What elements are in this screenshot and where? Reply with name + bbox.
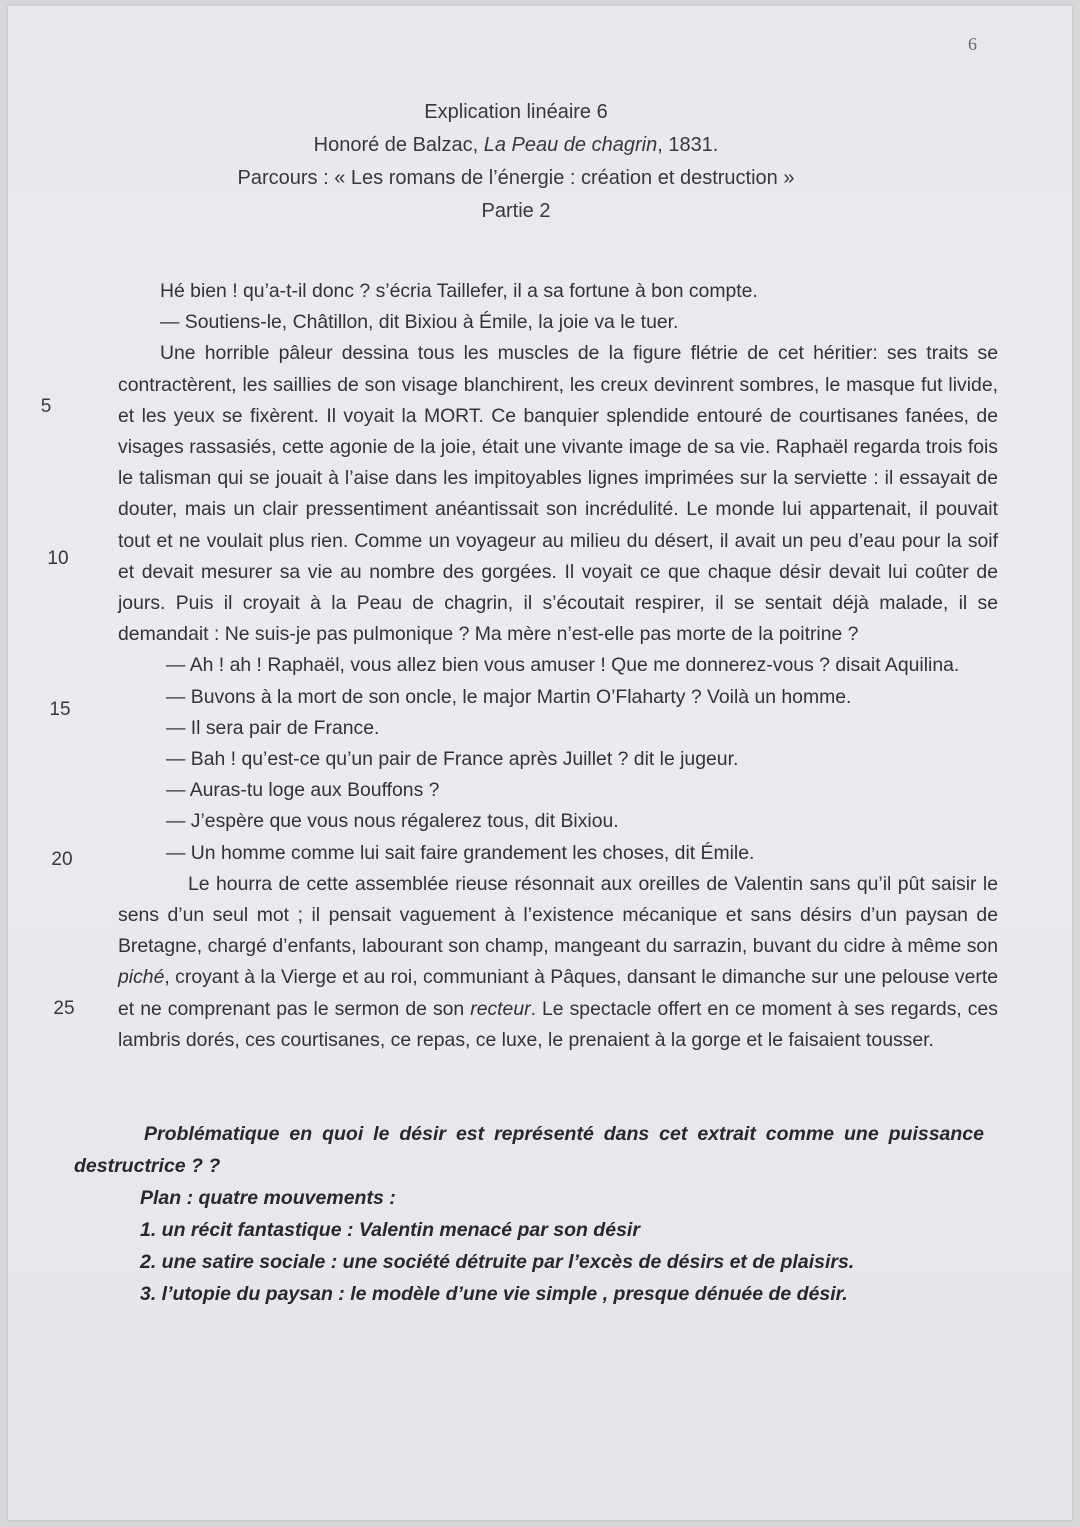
line-number: 15 xyxy=(49,699,71,720)
dialogue-line: — J’espère que vous nous régalerez tous, dit Bixiou. xyxy=(166,810,619,833)
line-number: 10 xyxy=(47,548,69,569)
analysis-section xyxy=(74,1118,984,1310)
plan-item: 3. l’utopie du paysan : le modèle d’une vie simple , presque dénuée de désir. xyxy=(140,1283,848,1305)
dialogue-line: — Un homme comme lui sait faire grandement les choses, dit Émile. xyxy=(166,841,755,864)
dialogue-line: — Bah ! qu’est-ce qu’un pair de France après Juillet ? dit le jugeur. xyxy=(166,748,739,771)
document-page xyxy=(8,6,1072,1520)
header-parcours: Parcours : « Les romans de l’énergie : création et destruction » xyxy=(237,167,795,189)
paragraph: Le hourra de cette assemblée rieuse résonnait aux oreilles de Valentin sans qu’il pût saisir le sens d’un seul mot ; il pensait vaguement à l’existence mécanique et sans désirs d’un paysan de Bretagne, chargé d’enfants, labourant son champ, mangeant du sarrazin, buvant du cidre à même son piché, croyant à la Vierge et au roi, communiant à Pâques, dansant le dimanche sur une pelouse verte et ne comprenant pas le sermon de son recteur. Le spectacle offert en ce moment à ses regards, ces lambris dorés, ces courtisanes, ce repas, ce luxe, le prenaient à la gorge et le faisaient tousser. xyxy=(118,872,998,1051)
header-title: Explication linéaire 6 xyxy=(424,101,608,123)
plan-item: 2. une satire sociale : une société détruite par l’excès de désirs et de plaisirs. xyxy=(140,1251,855,1273)
dialogue-line: — Auras-tu loge aux Bouffons ? xyxy=(166,779,440,802)
plan-item: 1. un récit fantastique : Valentin menacé par son désir xyxy=(140,1219,640,1241)
line-number: 20 xyxy=(51,849,73,870)
dialogue-line: — Buvons à la mort de son oncle, le major Martin O’Flaharty ? Voilà un homme. xyxy=(166,685,852,708)
excerpt-text xyxy=(118,276,998,1056)
header-work: Honoré de Balzac, La Peau de chagrin, 1831. xyxy=(313,134,719,156)
paragraph: Une horrible pâleur dessina tous les muscles de la figure flétrie de cet héritier: ses traits se contractèrent, les saillies de son visage blanchirent, les creux devinrent sombres, le masque fut livide, et les yeux se fixèrent. Il voyait la MORT. Ce banquier splendide entouré de courtisanes fanées, de visages rassasiés, cette agonie de la joie, était une vivante image de sa vie. Raphaël regarda trois fois le talisman qui se jouait à l’aise dans les impitoyables lignes imprimées sur la serviette : il essayait de douter, mais un clair pressentiment anéantissait son incrédulité. Le monde lui appartenait, il pouvait tout et ne voulait plus rien. Comme un voyageur au milieu du désert, il avait un peu d’eau pour la soif et devait mesurer sa vie au nombre des gorgées. Il voyait ce que chaque désir devait lui coûter de jours. Puis il croyait à la Peau de chagrin, il s’écoutait respirer, il se sentait déjà malade, il se demandait : Ne suis-je pas pulmonique ? Ma mère n’est-elle pas morte de la poitrine ? xyxy=(118,342,998,646)
dialogue-line: — Il sera pair de France. xyxy=(166,716,380,739)
paragraph: Hé bien ! qu’a-t-il donc ? s’écria Taillefer, il a sa fortune à bon compte. xyxy=(160,280,758,302)
document-header xyxy=(8,96,1024,228)
page-number: 6 xyxy=(968,34,977,54)
line-number: 25 xyxy=(53,998,75,1019)
problematique: Problématique en quoi le désir est représenté dans cet extrait comme une puissance destructrice ? ? xyxy=(74,1123,984,1177)
header-part: Partie 2 xyxy=(481,200,551,222)
work-title: La Peau de chagrin xyxy=(483,134,658,156)
line-number: 5 xyxy=(40,396,52,417)
plan-title: Plan : quatre mouvements : xyxy=(140,1187,396,1209)
dialogue-line: — Ah ! ah ! Raphaël, vous allez bien vous amuser ! Que me donnerez-vous ? disait Aquilina. xyxy=(166,654,960,677)
paragraph: — Soutiens-le, Châtillon, dit Bixiou à Émile, la joie va le tuer. xyxy=(160,311,679,334)
